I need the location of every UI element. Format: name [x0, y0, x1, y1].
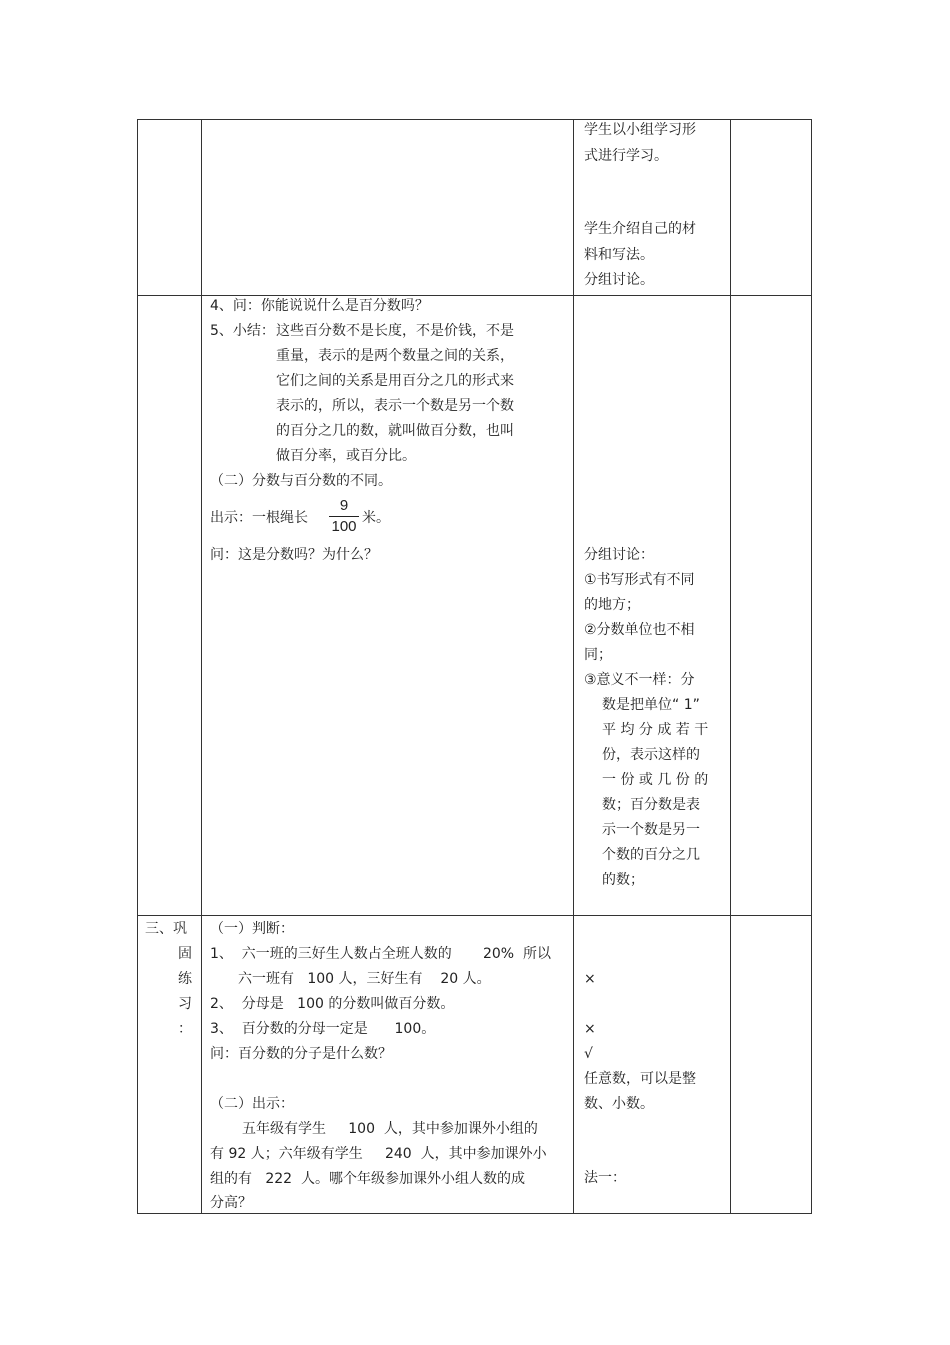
teacher-activity-cell — [202, 296, 574, 916]
problem-line: 分高？ — [210, 1195, 252, 1211]
lesson-plan-table — [137, 119, 812, 1214]
student-note: 学生介绍自己的材 — [584, 221, 696, 237]
summary-line: 的百分之几的数，就叫做百分数，也叫 — [276, 423, 514, 439]
student-note: 分组讨论： — [584, 547, 654, 563]
exercise-item: 3、 百分数的分母一定是 100。 — [210, 1021, 436, 1037]
table-row — [138, 296, 812, 916]
question-4: 4、问：你能说说什么是百分数吗？ — [210, 298, 429, 314]
section-heading: （二）分数与百分数的不同。 — [210, 473, 392, 489]
student-note: 学生以小组学习形 — [584, 122, 696, 138]
student-note: 一 份 或 几 份 的 — [602, 772, 709, 788]
show-suffix: 米。 — [362, 510, 390, 526]
exercise-item: 六一班有 100 人，三好生有 20 人。 — [238, 971, 491, 987]
student-note: 数、小数。 — [584, 1096, 654, 1112]
summary-line: 做百分率，或百分比。 — [276, 448, 416, 464]
problem-line: 有 92 人；六年级有学生 240 人，其中参加课外小 — [210, 1146, 547, 1162]
student-note: 平 均 分 成 若 干 — [602, 722, 709, 738]
stage-cell — [138, 120, 202, 296]
teacher-activity-cell — [202, 120, 574, 296]
student-note: 分组讨论。 — [584, 272, 654, 288]
question: 问：这是分数吗？为什么？ — [210, 547, 378, 563]
section-heading: （二）出示： — [210, 1096, 294, 1112]
notes-cell — [731, 296, 812, 916]
fraction-numerator: 9 — [339, 497, 349, 514]
student-note: 式进行学习。 — [584, 148, 668, 164]
stage-label: 习 — [178, 996, 192, 1012]
notes-cell — [731, 916, 812, 1214]
summary-line: 重量，表示的是两个数量之间的关系， — [276, 348, 514, 364]
question: 问：百分数的分子是什么数？ — [210, 1046, 392, 1062]
stage-label: ： — [178, 1021, 192, 1037]
student-note: 份，表示这样的 — [602, 747, 700, 763]
student-note: 示一个数是另一 — [602, 822, 700, 838]
summary-label: 5、小结： — [210, 323, 275, 339]
summary-line: 它们之间的关系是用百分之几的形式来 — [276, 373, 514, 389]
student-activity-cell — [574, 120, 731, 296]
table-row — [138, 120, 812, 296]
student-note: 料和写法。 — [584, 247, 654, 263]
student-activity-cell — [574, 916, 731, 1214]
notes-cell — [731, 120, 812, 296]
student-note: ②分数单位也不相 — [584, 622, 695, 638]
student-activity-cell — [574, 296, 731, 916]
section-heading: （一）判断： — [210, 921, 294, 937]
answer-mark: × — [584, 971, 596, 987]
stage-label: 三、巩 — [145, 921, 187, 937]
student-note: 的地方； — [584, 597, 640, 613]
fraction — [329, 497, 359, 536]
problem-line: 组的有 222 人。哪个年级参加课外小组人数的成 — [210, 1171, 525, 1187]
fraction-bar — [329, 516, 359, 517]
student-note: 个数的百分之几 — [602, 847, 700, 863]
stage-cell — [138, 916, 202, 1214]
fraction-denominator: 100 — [331, 518, 357, 535]
student-note: 数；百分数是表 — [602, 797, 700, 813]
summary-line: 这些百分数不是长度，不是价钱，不是 — [276, 323, 514, 339]
student-note: 的数； — [602, 872, 644, 888]
student-note: ③意义不一样：分 — [584, 672, 695, 688]
teacher-activity-cell — [202, 916, 574, 1214]
student-note: 任意数，可以是整 — [584, 1071, 696, 1087]
table-row — [138, 916, 812, 1214]
student-note: 同； — [584, 647, 612, 663]
student-note: 数是把单位“ 1” — [602, 697, 700, 713]
problem-line: 五年级有学生 100 人，其中参加课外小组的 — [242, 1121, 538, 1137]
show-prefix: 出示：一根绳长 — [210, 510, 308, 526]
student-note: ①书写形式有不同 — [584, 572, 695, 588]
student-note: 法一： — [584, 1170, 626, 1186]
exercise-item: 2、 分母是 100 的分数叫做百分数。 — [210, 996, 455, 1012]
exercise-item: 1、 六一班的三好生人数占全班人数的 20% 所以 — [210, 946, 551, 962]
stage-label: 固 — [178, 946, 192, 962]
answer-mark: × — [584, 1021, 596, 1037]
summary-line: 表示的，所以，表示一个数是另一个数 — [276, 398, 514, 414]
answer-mark: √ — [584, 1046, 593, 1062]
stage-label: 练 — [178, 971, 192, 987]
stage-cell — [138, 296, 202, 916]
